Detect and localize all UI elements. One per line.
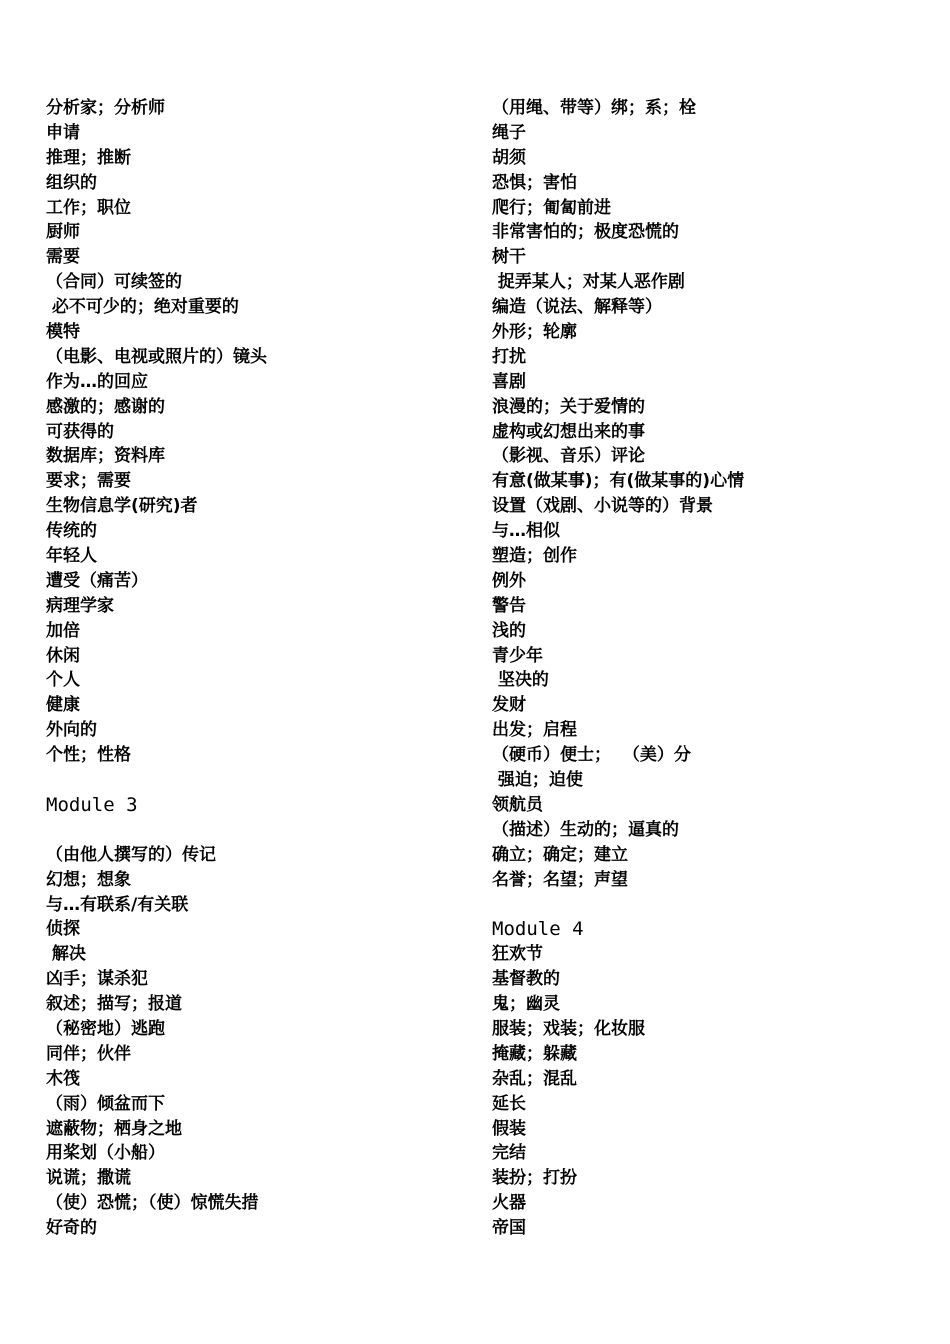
list-item: 传统的 — [46, 521, 97, 542]
list-item: 青少年 — [492, 645, 543, 666]
list-item: 恐惧；害怕 — [492, 172, 577, 193]
list-item: 解决 — [46, 944, 86, 965]
list-item: 掩藏；躲藏 — [492, 1043, 577, 1064]
list-item: （秘密地）逃跑 — [46, 1018, 165, 1039]
list-item: 非常害怕的；极度恐慌的 — [492, 222, 679, 243]
list-item: 说谎；撒谎 — [46, 1168, 131, 1189]
list-item: 病理学家 — [46, 595, 114, 616]
list-item: 塑造；创作 — [492, 546, 577, 567]
list-item: 领航员 — [492, 794, 543, 815]
list-item: 必不可少的；绝对重要的 — [46, 297, 239, 318]
list-item: 火器 — [492, 1193, 526, 1214]
list-item: 例外 — [492, 570, 526, 591]
list-item: 外形；轮廓 — [492, 322, 577, 343]
list-item: 用桨划（小船） — [46, 1143, 165, 1164]
list-item: （电影、电视或照片的）镜头 — [46, 346, 267, 367]
list-item: 作为…的回应 — [46, 371, 148, 392]
list-item: 绳子 — [492, 122, 526, 143]
list-item: 假装 — [492, 1118, 526, 1139]
blank-line — [46, 818, 466, 843]
list-item: 名誉；名望；声望 — [492, 869, 628, 890]
list-item: 出发；启程 — [492, 720, 577, 741]
list-item: 浪漫的；关于爱情的 — [492, 396, 645, 417]
list-item: 打扰 — [492, 346, 526, 367]
right-column — [492, 96, 912, 1241]
section-heading-module-3: Module 3 — [46, 793, 138, 816]
blank-line — [46, 768, 466, 793]
list-item: 确立；确定；建立 — [492, 844, 628, 865]
section-heading-module-4: Module 4 — [492, 918, 584, 941]
list-item: 外向的 — [46, 720, 97, 741]
list-item: 设置（戏剧、小说等的）背景 — [492, 496, 713, 517]
list-item: 完结 — [492, 1143, 526, 1164]
list-item: 木筏 — [46, 1068, 80, 1089]
list-item: 基督教的 — [492, 969, 560, 990]
list-item: 捉弄某人；对某人恶作剧 — [492, 272, 685, 293]
list-item: 装扮；打扮 — [492, 1168, 577, 1189]
list-item: 帝国 — [492, 1218, 526, 1239]
list-item: 编造（说法、解释等） — [492, 297, 662, 318]
list-item: 要求；需要 — [46, 471, 131, 492]
list-item: 同伴；伙伴 — [46, 1043, 131, 1064]
list-item: 可获得的 — [46, 421, 114, 442]
list-item: 生物信息学(研究)者 — [46, 496, 198, 517]
list-item: 发财 — [492, 695, 526, 716]
list-item: （由他人撰写的）传记 — [46, 844, 216, 865]
list-item: 厨师 — [46, 222, 80, 243]
list-item: 侦探 — [46, 919, 80, 940]
list-item: 工作；职位 — [46, 197, 131, 218]
list-item: 树干 — [492, 247, 526, 268]
list-item: 健康 — [46, 695, 80, 716]
list-item: （描述）生动的；逼真的 — [492, 819, 679, 840]
list-item: 年轻人 — [46, 546, 97, 567]
list-item: 加倍 — [46, 620, 80, 641]
list-item: 分析家；分析师 — [46, 98, 165, 118]
list-item: 组织的 — [46, 172, 97, 193]
list-item: 延长 — [492, 1093, 526, 1114]
list-item: 好奇的 — [46, 1218, 97, 1239]
list-item: 警告 — [492, 595, 526, 616]
list-item: 申请 — [46, 122, 80, 143]
list-item: 狂欢节 — [492, 944, 543, 965]
list-item: 叙述；描写；报道 — [46, 994, 182, 1015]
list-item: （硬币）便士； （美）分 — [492, 745, 691, 766]
list-item: 喜剧 — [492, 371, 526, 392]
list-item: 遭受（痛苦） — [46, 570, 148, 591]
list-item: 胡须 — [492, 147, 526, 168]
blank-line — [492, 893, 912, 918]
list-item: 虚构或幻想出来的事 — [492, 421, 645, 442]
list-item: 坚决的 — [492, 670, 549, 691]
list-item: 服装；戏装；化妆服 — [492, 1018, 645, 1039]
list-item: 需要 — [46, 247, 80, 268]
list-item: 推理；推断 — [46, 147, 131, 168]
list-item: 爬行；匍匐前进 — [492, 197, 611, 218]
list-item: 数据库；资料库 — [46, 446, 165, 467]
list-item: 休闲 — [46, 645, 80, 666]
list-item: 与…相似 — [492, 521, 560, 542]
list-item: 模特 — [46, 322, 80, 343]
list-item: （合同）可续签的 — [46, 272, 182, 293]
left-column — [46, 96, 466, 1241]
list-item: 强迫；迫使 — [492, 770, 583, 791]
list-item: 浅的 — [492, 620, 526, 641]
list-item: （雨）倾盆而下 — [46, 1093, 165, 1114]
list-item: （使）恐慌；（使）惊慌失措 — [46, 1193, 259, 1214]
list-item: 遮蔽物；栖身之地 — [46, 1118, 182, 1139]
list-item: （影视、音乐）评论 — [492, 446, 645, 467]
list-item: 个性；性格 — [46, 745, 131, 766]
list-item: 杂乱；混乱 — [492, 1068, 577, 1089]
list-item: （用绳、带等）绑；系；栓 — [492, 98, 696, 118]
list-item: 幻想；想象 — [46, 869, 131, 890]
list-item: 感激的；感谢的 — [46, 396, 165, 417]
list-item: 凶手；谋杀犯 — [46, 969, 148, 990]
list-item: 鬼；幽灵 — [492, 994, 560, 1015]
list-item: 个人 — [46, 670, 80, 691]
list-item: 有意(做某事)；有(做某事的)心情 — [492, 471, 745, 492]
list-item: 与…有联系/有关联 — [46, 894, 189, 915]
